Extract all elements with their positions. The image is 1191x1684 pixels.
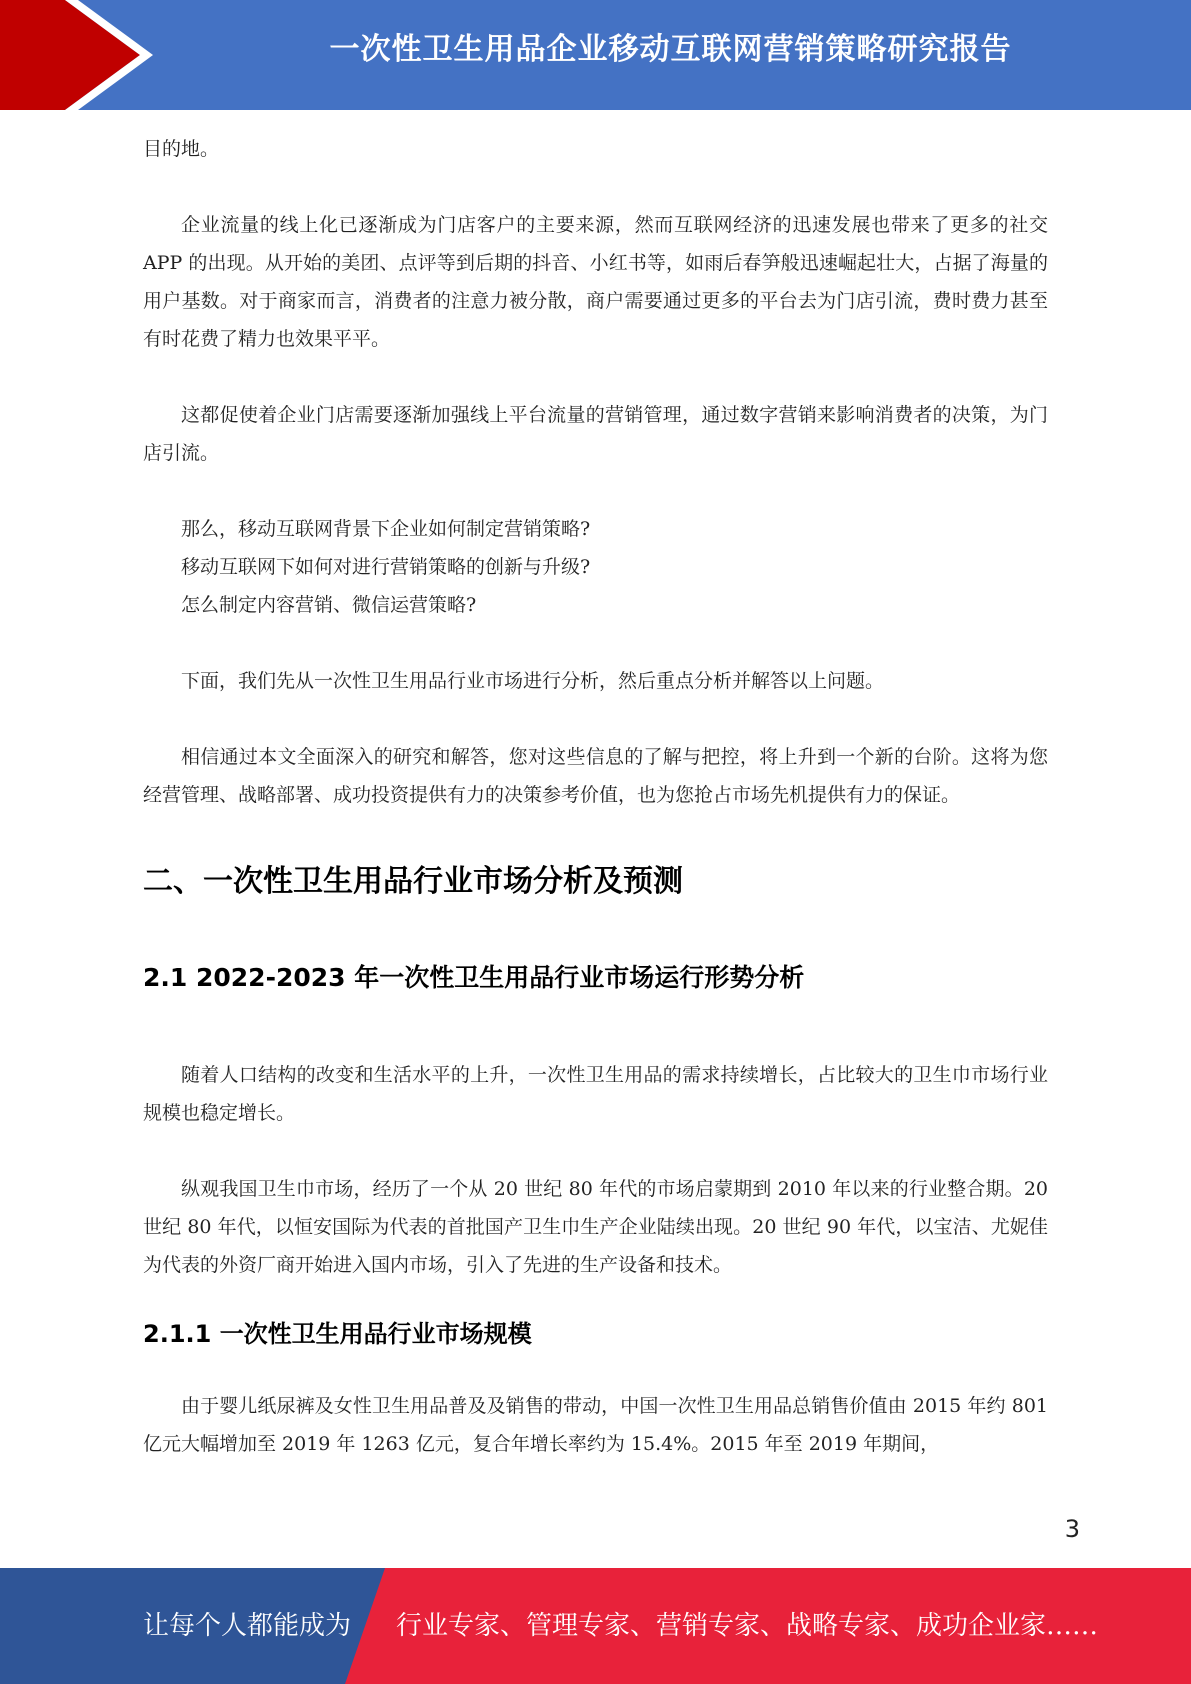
header-title: 一次性卫生用品企业移动互联网营销策略研究报告	[329, 32, 1012, 67]
subsubsection-heading: 2.1.1 一次性卫生用品行业市场规模	[143, 1320, 532, 1348]
footer-slogan-left: 让每个人都能成为	[143, 1611, 352, 1641]
footer-slogan-right: 行业专家、管理专家、营销专家、战略专家、成功企业家……	[396, 1611, 1099, 1641]
paragraph: 企业流量的线上化已逐渐成为门店客户的主要来源，然而互联网经济的迅速发展也带来了更多的社交 APP 的出现。从开始的美团、点评等到后期的抖音、小红书等，如雨后春笋般迅速崛起壮大，占据了海量的用户基数。对于商家而言，消费者的注意力被分散，商户需要通过更多的平台去为门店引流，费时费力甚至有时花费了精力也效果平平。	[143, 214, 1048, 350]
paragraph: 相信通过本文全面深入的研究和解答，您对这些信息的了解与把控，将上升到一个新的台阶。这将为您经营管理、战略部署、成功投资提供有力的决策参考价值，也为您抢占市场先机提供有力的保证。	[143, 746, 1048, 806]
page-header	[0, 0, 1191, 110]
paragraph: 由于婴儿纸尿裤及女性卫生用品普及及销售的带动，中国一次性卫生用品总销售价值由 2015 年约 801 亿元大幅增加至 2019 年 1263 亿元，复合年增长率约为 15.4%。2015 年至 2019 年期间，	[143, 1395, 1048, 1455]
question-line: 移动互联网下如何对进行营销策略的创新与升级?	[181, 556, 591, 578]
page-footer	[0, 1568, 1191, 1684]
subsection-heading: 2.1 2022-2023 年一次性卫生用品行业市场运行形势分析	[143, 963, 805, 992]
document-body	[143, 130, 1048, 1463]
paragraph: 下面，我们先从一次性卫生用品行业市场进行分析，然后重点分析并解答以上问题。	[181, 670, 885, 692]
page-number: 3	[1064, 1515, 1080, 1543]
question-line: 那么，移动互联网背景下企业如何制定营销策略?	[181, 518, 591, 540]
paragraph: 这都促使着企业门店需要逐渐加强线上平台流量的营销管理，通过数字营销来影响消费者的决策，为门店引流。	[143, 404, 1048, 464]
paragraph: 纵观我国卫生巾市场，经历了一个从 20 世纪 80 年代的市场启蒙期到 2010 年以来的行业整合期。20 世纪 80 年代，以恒安国际为代表的首批国产卫生巾生产企业陆续出现。20 世纪 90 年代，以宝洁、尤妮佳为代表的外资厂商开始进入国内市场，引入了先进的生产设备和技术。	[143, 1178, 1048, 1276]
paragraph: 目的地。	[143, 138, 220, 160]
section-heading: 二、一次性卫生用品行业市场分析及预测	[143, 864, 683, 899]
question-line: 怎么制定内容营销、微信运营策略?	[181, 594, 477, 616]
paragraph: 随着人口结构的改变和生活水平的上升，一次性卫生用品的需求持续增长，占比较大的卫生巾市场行业规模也稳定增长。	[143, 1064, 1048, 1124]
